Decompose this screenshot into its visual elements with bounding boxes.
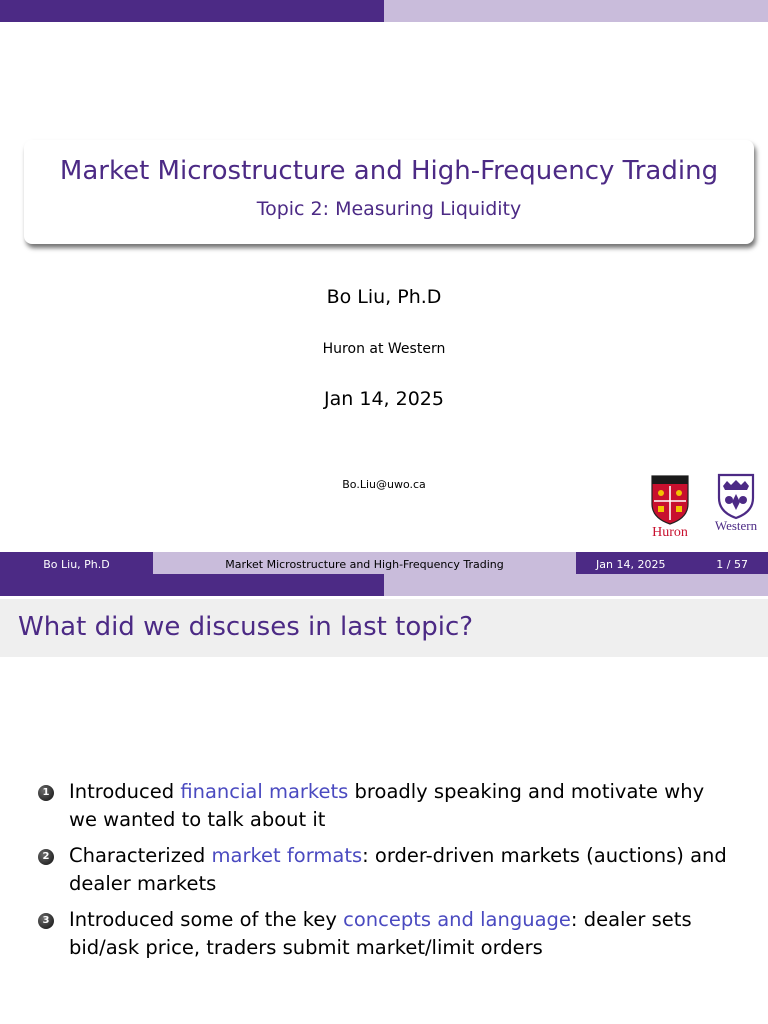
top-color-bar	[0, 0, 768, 22]
presentation-date: Jan 14, 2025	[324, 388, 444, 410]
top-color-bar	[0, 574, 768, 596]
number-ball-icon: 3	[38, 913, 54, 929]
footer-title: Market Microstructure and High-Frequency Trading	[153, 552, 576, 576]
author-name: Bo Liu, Ph.D	[326, 286, 442, 308]
presentation-subtitle: Topic 2: Measuring Liquidity	[256, 198, 522, 220]
frame-title: What did we discuses in last topic?	[18, 612, 474, 642]
svg-text:Huron: Huron	[652, 525, 688, 538]
content-slide	[0, 574, 768, 1024]
huron-shield-icon	[644, 474, 696, 538]
footer-page-number: 1 / 57	[716, 557, 748, 571]
footer-bar	[0, 552, 768, 576]
highlighted-term: financial markets	[180, 780, 349, 803]
western-shield-icon	[707, 472, 765, 536]
presentation-title: Market Microstructure and High-Frequency Trading	[59, 156, 719, 186]
title-box	[24, 140, 754, 244]
institute-name: Huron at Western	[322, 341, 446, 357]
summary-list	[38, 778, 738, 970]
footer-date: Jan 14, 2025	[596, 557, 666, 571]
list-item: 1 Introduced financial markets broadly speaking and motivate why we wanted to talk about it	[38, 778, 738, 834]
western-logo	[707, 472, 765, 536]
svg-text:Western: Western	[714, 518, 758, 533]
huron-logo	[644, 474, 696, 538]
frame-title-bar	[0, 599, 768, 657]
author-email: Bo.Liu@uwo.ca	[342, 478, 426, 491]
list-item: 3 Introduced some of the key concepts and language: dealer sets bid/ask price, traders submit market/limit orders	[38, 906, 738, 962]
number-ball-icon: 1	[38, 785, 54, 801]
footer-author: Bo Liu, Ph.D	[0, 552, 153, 576]
number-ball-icon: 2	[38, 849, 54, 865]
highlighted-term: market formats	[211, 844, 363, 867]
highlighted-term: concepts and language	[343, 908, 571, 931]
list-item: 2 Characterized market formats: order-driven markets (auctions) and dealer markets	[38, 842, 738, 898]
